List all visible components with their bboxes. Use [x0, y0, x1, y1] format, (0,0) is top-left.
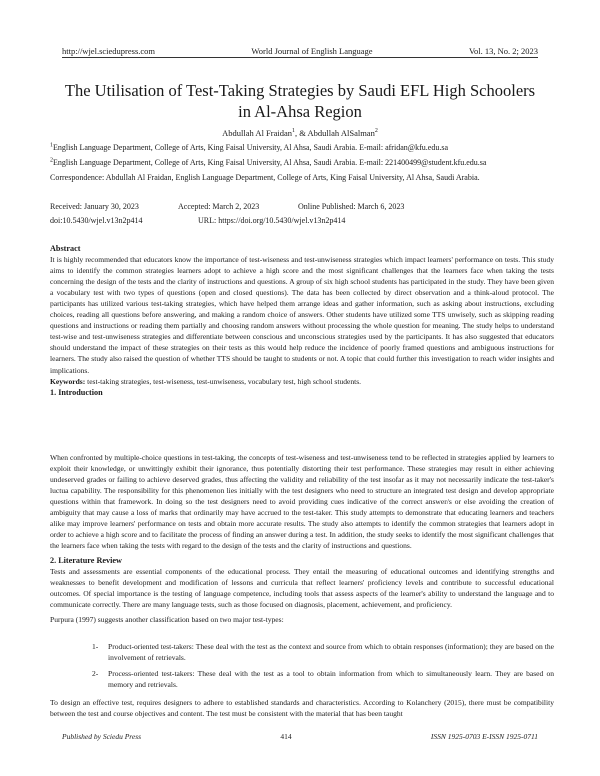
received-date: Received: January 30, 2023	[50, 202, 139, 211]
lit-paragraph-3: To design an effective test, requires designers to adhere to established standards and characteristics. According to Kolanchery (2015), there must be compatibility between the test and course objectives and content. The test must be consistent with the material that has been taught	[50, 698, 554, 719]
affiliation-2-text: English Language Department, College of Arts, King Faisal University, Al Ahsa, Saudi Arabia. E-mail: 221400499@student.kfu.edu.sa	[53, 158, 487, 167]
list-item-text: Product-oriented test-takers: These deal with the test as the context and source from which to obtain responses (information); they are based on the involvement of retrievals.	[108, 642, 554, 663]
publisher: Published by Sciedu Press	[62, 732, 142, 741]
page-number: 414	[280, 732, 292, 741]
issn: ISSN 1925-0703 E-ISSN 1925-0711	[430, 732, 538, 741]
author-separator: , & Abdullah AlSalman	[295, 128, 375, 138]
author-1: Abdullah Al Fraidan	[222, 128, 293, 138]
volume-issue: Vol. 13, No. 2; 2023	[468, 46, 538, 56]
lit-paragraph-1: Tests and assessments are essential components of the educational process. They entail the measuring of educational outcomes and identifying strengths and weaknesses to benefit development and modification of lessons and curricula that reflect learners' proficiency levels and contribute to successful educational outcomes. Of special importance is the testing of language competence, including tools that assess aspects of the learner's ability to understand the language and to communicate correctly. There are many language tests, such as those focused on diagnosis, placement, achievement, and proficiency.	[50, 567, 554, 610]
affiliation-2-sup: 2	[50, 157, 53, 164]
keywords	[50, 376, 554, 387]
abstract-section	[50, 243, 554, 398]
list-item	[92, 641, 554, 663]
list-item	[92, 668, 554, 690]
author-list	[0, 128, 600, 138]
list-item-number: 1-	[92, 642, 99, 651]
affiliation-2	[50, 158, 486, 167]
dates-row	[50, 202, 404, 211]
page-footer	[62, 732, 538, 741]
affiliation-1-sup: 1	[50, 142, 53, 149]
author-1-sup: 1	[292, 128, 296, 135]
affiliation-1-text: English Language Department, College of Arts, King Faisal University, Al Ahsa, Saudi Arabia. E-mail: afridan@kfu.edu.sa	[53, 143, 448, 152]
affiliation-1	[50, 143, 448, 152]
header-rule	[62, 57, 538, 58]
author-2-sup: 2	[374, 128, 378, 135]
abstract-text: It is highly recommended that educators know the importance of test-wiseness and test-unwiseness strategies which impact learners' performance on tests. This study aims to identify the common strategies learners adopt to achieve a high score and the most significant challenges that the learners face when taking the tests concerning the design of the tests and the clarity of instructions and questions. A group of six high school students has participated in the study. They have been given a vocabulary test with two types of questions (open and closed questions). The data has been collected by direct observation and a think-aloud protocol. The participants has utilized various test-taking strategies, which have helped them arrange ideas and gather information, such as asking about instructions, excluding choices, reading all questions before answering, and making a random choice of answers. Other students have utilized some TTS unwisely, such as skipping reading questions and instructions or reading them partially and choosing random answers without processing the whole question for meaning. The study helps to understand test-wise and test-unwiseness strategies and differentiate between conscious and unconscious strategies used by the participants. It has also suggested that educators should understand the impact of these strategies on their tests as this would help reduce the incidence of poorly framed questions and ambiguous instructions for learners. The study also raised the question of whether TTS should be taught to students or not. A topic that could further this investigation to reach wider insights and implications.	[50, 255, 554, 375]
intro-text: When confronted by multiple-choice questions in test-taking, the concepts of test-wiseness and test-unwiseness tend to be reflected in strategies applied by learners to exploit their knowledge, or unwittingly exhibit their ignorance, thus potentially distorting their test performance. These strategies may result in either achieving undeserved grades or failing to achieve deserved grades, thus affecting the validity and reliability of the test insofar as it may not necessarily indicate the test-taker's luctua capability. The responsibility for this phenomenon lies initially with the test designers who need to structure an integrated test design and develop appropriate questions within that framework. In doing so the test designers need to avoid providing cues indicative of the correct answer/s or else avoiding the creation of ambiguity that may cause a loss of marks that ordinarily may have accrued to the test-taker. This study attempts to demonstrate that educating learners and teachers alike may improve learners' performance on tests and obtain more accurate results. The study also attempts to identify the common strategies that learners adopt in order to achieve a high score and to facilitate the process of finding an answer during a test. In addition, the study seeks to identify the most significant challenges that the learners face when taking the tests with regard to the design of the tests and the clarity of instructions and questions.	[50, 453, 554, 551]
doi-row	[50, 216, 345, 225]
doi[interactable]: doi:10.5430/wjel.v13n2p414	[50, 216, 143, 225]
intro-section	[50, 452, 554, 551]
abstract-heading: Abstract	[50, 244, 81, 253]
paper-title: The Utilisation of Test-Taking Strategies by Saudi EFL High Schoolers in Al-Ahsa Region	[64, 81, 536, 121]
accepted-date: Accepted: March 2, 2023	[178, 202, 260, 211]
keywords-label: Keywords:	[50, 376, 86, 386]
list-item-text: Process-oriented test-takers: These deal with the test as a tool to obtain information from which to simultaneously learn. They are based on memory and retrievals.	[108, 669, 554, 690]
doi-url[interactable]: URL: https://doi.org/10.5430/wjel.v13n2p414	[198, 216, 346, 225]
keywords-text: test-taking strategies, test-wiseness, test-unwiseness, vocabulary test, high school students.	[85, 376, 362, 386]
running-header	[62, 42, 538, 56]
online-date: Online Published: March 6, 2023	[298, 202, 405, 211]
lit-heading: 2. Literature Review	[50, 556, 122, 565]
journal-name: World Journal of English Language	[251, 46, 373, 56]
lit-section	[50, 555, 554, 625]
lit-paragraph-3-block	[50, 697, 554, 719]
list-item-number: 2-	[92, 669, 99, 678]
journal-url[interactable]: http://wjel.sciedupress.com	[62, 46, 156, 56]
intro-heading: 1. Introduction	[50, 387, 103, 397]
lit-paragraph-2: Purpura (1997) suggests another classification based on two major test-types:	[50, 615, 284, 625]
correspondence: Correspondence: Abdullah Al Fraidan, English Language Department, College of Arts, King Faisal University, Al Ahsa, Saudi Arabia.	[50, 173, 480, 182]
